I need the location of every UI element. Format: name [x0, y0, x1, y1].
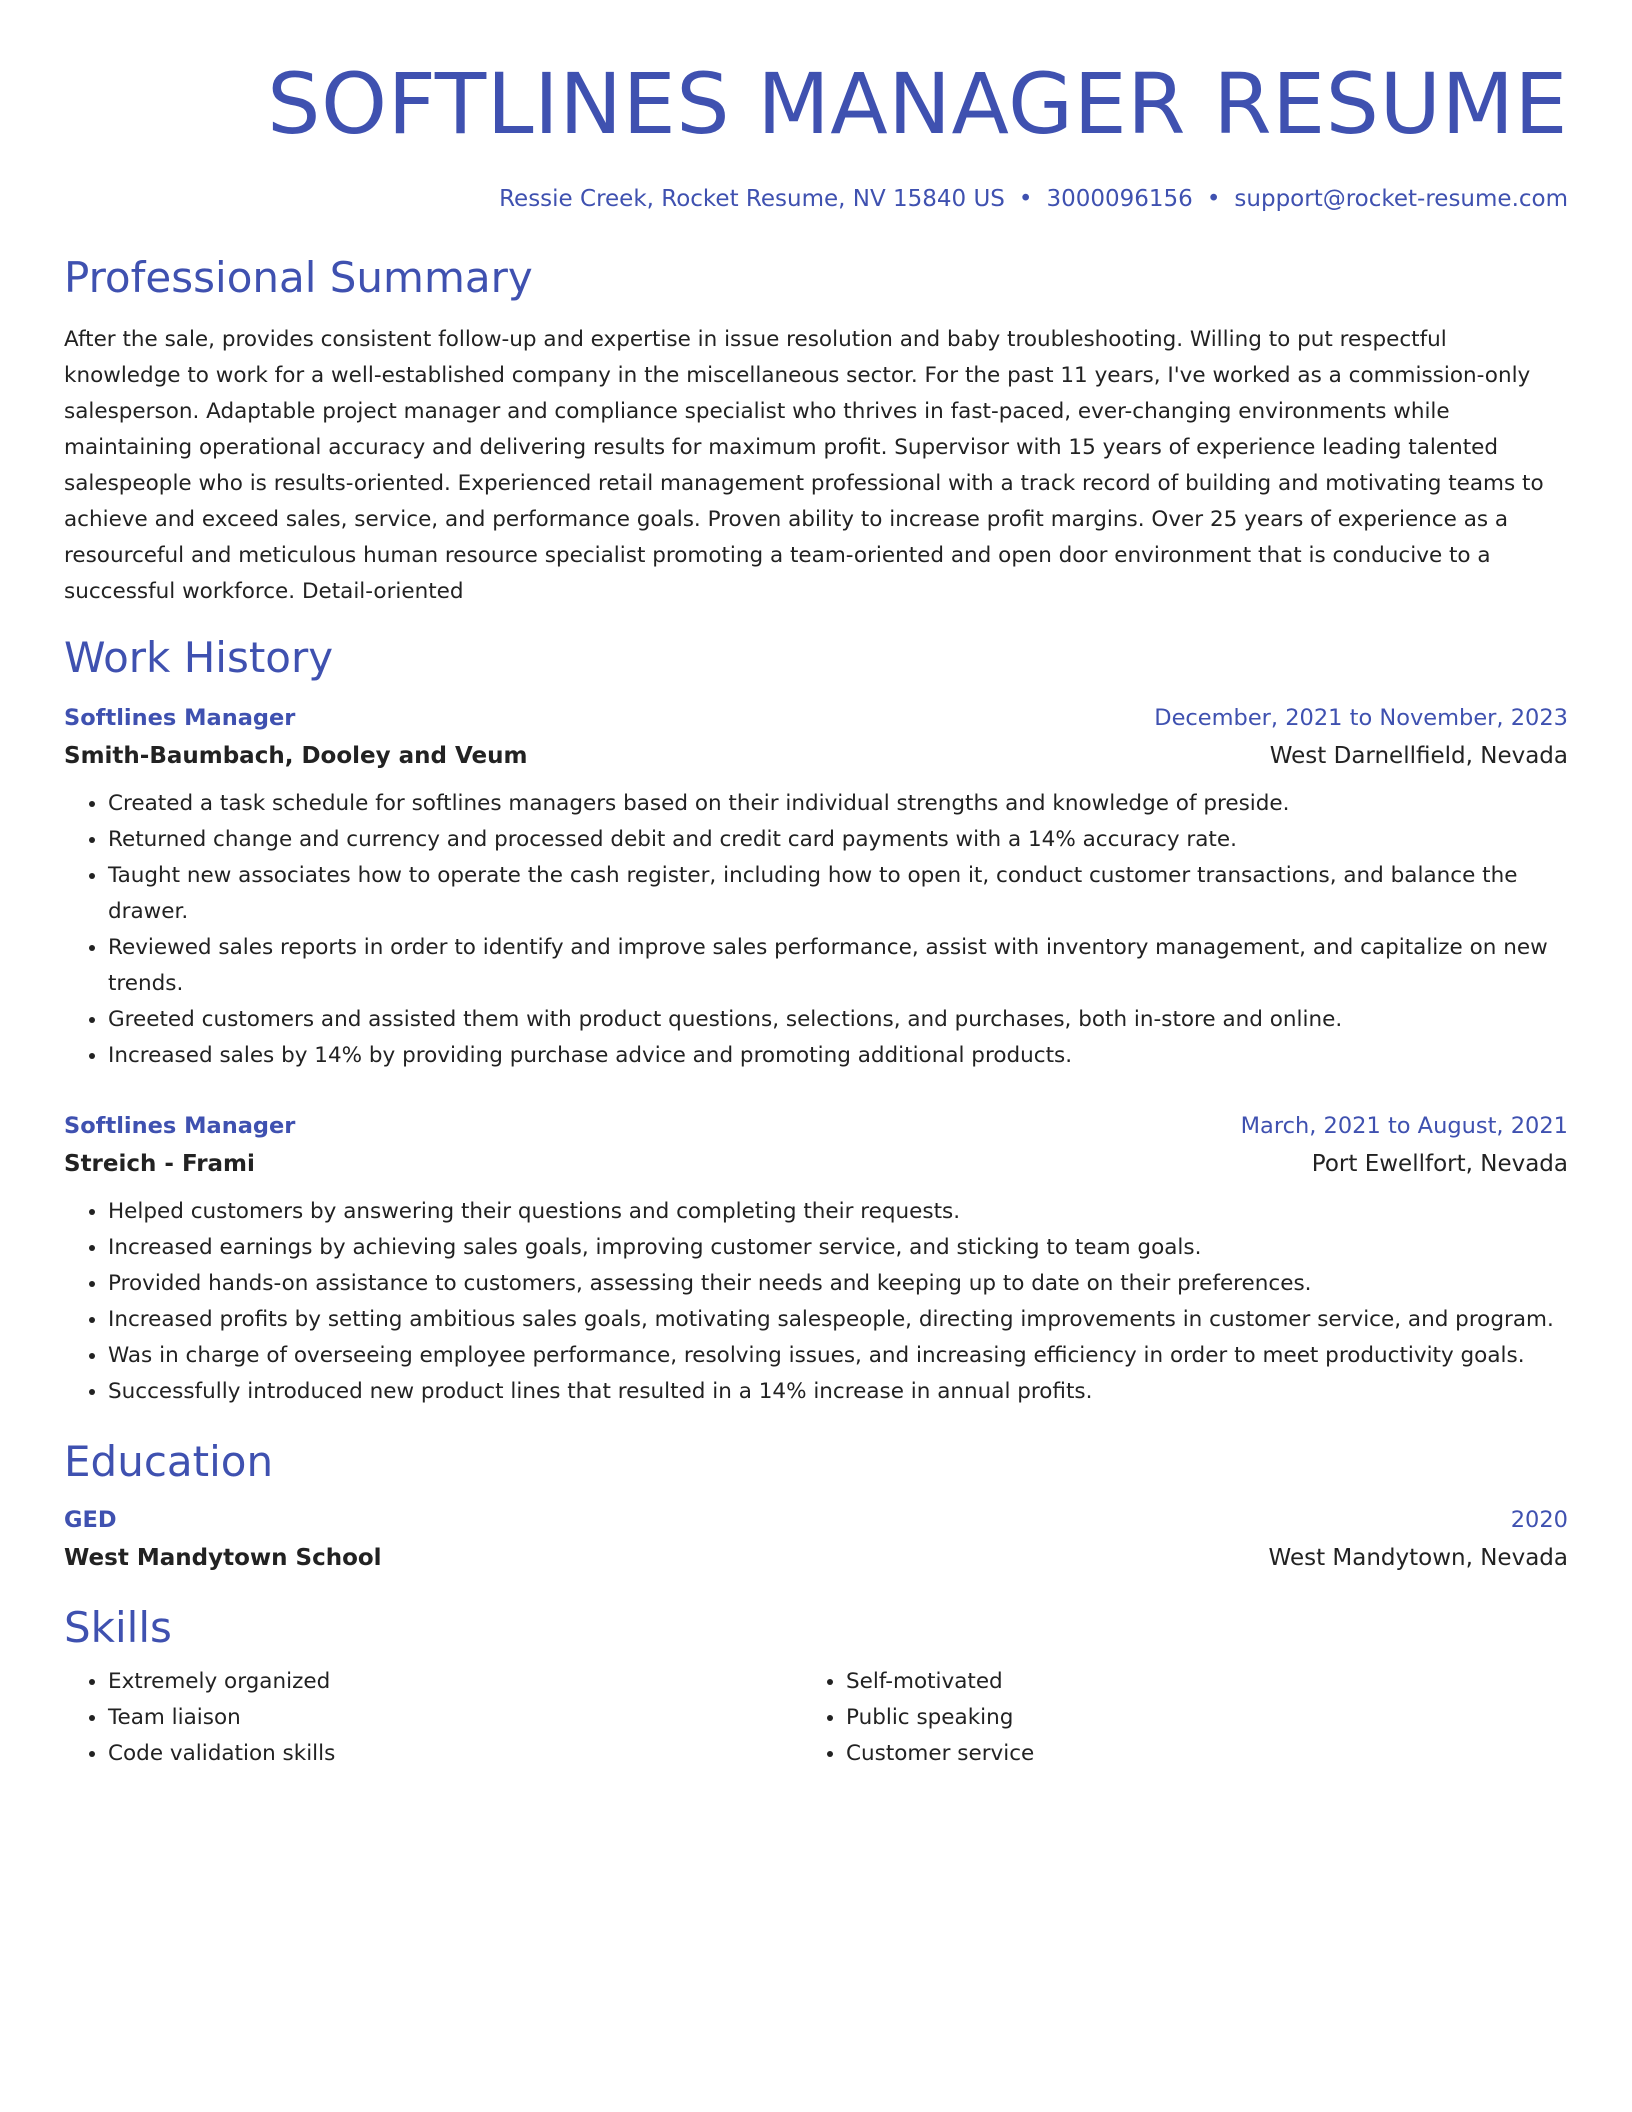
education-school: West Mandytown School	[64, 1545, 382, 1571]
job-role: Softlines Manager	[64, 1113, 296, 1139]
skills-column-left	[64, 1664, 802, 1772]
skills-column-right	[802, 1664, 1540, 1772]
education-entry	[64, 1502, 1568, 1578]
job-location: West Darnellfield, Nevada	[1269, 743, 1568, 769]
job-dates: December, 2021 to November, 2023	[1154, 705, 1568, 731]
job-bullet: • Greeted customers and assisted them with product questions, selections, and purchases, both in-store and online.	[108, 1002, 1568, 1038]
job-title-row	[64, 700, 1568, 736]
job-bullet: • Provided hands-on assistance to customers, assessing their needs and keeping up to date on their preferences.	[108, 1266, 1568, 1302]
job-company: Smith-Baumbach, Dooley and Veum	[64, 743, 528, 769]
skills-list	[802, 1664, 1540, 1772]
work-history-heading: Work History	[64, 633, 334, 682]
job-bullet: • Created a task schedule for softlines managers based on their individual strengths and knowledge of preside.	[108, 786, 1568, 822]
contact-separator: •	[1206, 186, 1221, 212]
summary-section	[64, 252, 1568, 610]
resume-title: SOFTLINES MANAGER RESUME	[267, 55, 1568, 153]
education-location: West Mandytown, Nevada	[1268, 1545, 1568, 1571]
skill-item: • Extremely organized	[108, 1664, 802, 1700]
job-bullet: • Was in charge of overseeing employee performance, resolving issues, and increasing efficiency in order to meet productivity goals.	[108, 1338, 1568, 1374]
job-bullet: • Increased sales by 14% by providing purchase advice and promoting additional products.	[108, 1038, 1568, 1074]
job-bullet: • Taught new associates how to operate the cash register, including how to open it, conduct customer transactions, and balance the drawer.	[108, 858, 1568, 930]
job-role: Softlines Manager	[64, 705, 296, 731]
job-bullet-list	[64, 1194, 1568, 1410]
job-company-row	[64, 1144, 1568, 1184]
education-school-row	[64, 1538, 1568, 1578]
skill-item: • Team liaison	[108, 1700, 802, 1736]
job-bullet-list	[64, 786, 1568, 1074]
skill-item: • Self-motivated	[846, 1664, 1540, 1700]
job-bullet: • Increased earnings by achieving sales goals, improving customer service, and sticking to team goals.	[108, 1230, 1568, 1266]
skills-grid	[64, 1664, 1568, 1772]
summary-text: After the sale, provides consistent follow-up and expertise in issue resolution and baby troubleshooting. Willing to put respectful knowledge to work for a well-established company in the miscellaneous sector. For the past 11 years, I've worked as a commission-only salesperson. Adaptable project manager and compliance specialist who thrives in fast-paced, ever-changing environments while maintaining operational accuracy and delivering results for maximum profit. Supervisor with 15 years of experience leading talented salespeople who is results-oriented. Experienced retail management professional with a track record of building and motivating teams to achieve and exceed sales, service, and performance goals. Proven ability to increase profit margins. Over 25 years of experience as a resourceful and meticulous human resource specialist promoting a team-oriented and open door environment that is conducive to a successful workforce. Detail-oriented	[64, 327, 1544, 604]
job-title-row	[64, 1108, 1568, 1144]
job-bullet: • Returned change and currency and processed debit and credit card payments with a 14% accuracy rate.	[108, 822, 1568, 858]
job-bullet: • Helped customers by answering their questions and completing their requests.	[108, 1194, 1568, 1230]
job-company: Streich - Frami	[64, 1151, 255, 1177]
contact-address: Ressie Creek, Rocket Resume, NV 15840 US	[499, 186, 1005, 212]
summary-heading: Professional Summary	[64, 253, 533, 302]
job-bullet: • Increased profits by setting ambitious sales goals, motivating salespeople, directing improvements in customer service, and program.	[108, 1302, 1568, 1338]
job-location: Port Ewellfort, Nevada	[1311, 1151, 1568, 1177]
education-section	[64, 1436, 1568, 1578]
contact-separator: •	[1018, 186, 1033, 212]
job-company-row	[64, 736, 1568, 776]
education-degree: GED	[64, 1507, 117, 1533]
contact-email: support@rocket-resume.com	[1234, 186, 1568, 212]
skill-item: • Customer service	[846, 1736, 1540, 1772]
contact-phone: 3000096156	[1046, 186, 1193, 212]
education-heading: Education	[64, 1437, 274, 1486]
work-history-section	[64, 632, 1568, 1410]
education-year: 2020	[1510, 1507, 1568, 1533]
resume-header	[64, 0, 1568, 214]
education-degree-row	[64, 1502, 1568, 1538]
skill-item: • Public speaking	[846, 1700, 1540, 1736]
skills-heading: Skills	[64, 1603, 172, 1652]
skills-section	[64, 1602, 1568, 1772]
skills-list	[64, 1664, 802, 1772]
job-bullet: • Reviewed sales reports in order to identify and improve sales performance, assist with inventory management, and capitalize on new trends.	[108, 930, 1568, 1002]
job-dates: March, 2021 to August, 2021	[1240, 1113, 1568, 1139]
skill-item: • Code validation skills	[108, 1736, 802, 1772]
job-entry	[64, 1108, 1568, 1410]
job-bullet: • Successfully introduced new product lines that resulted in a 14% increase in annual profits.	[108, 1374, 1568, 1410]
job-entry	[64, 700, 1568, 1074]
contact-line	[64, 184, 1568, 214]
